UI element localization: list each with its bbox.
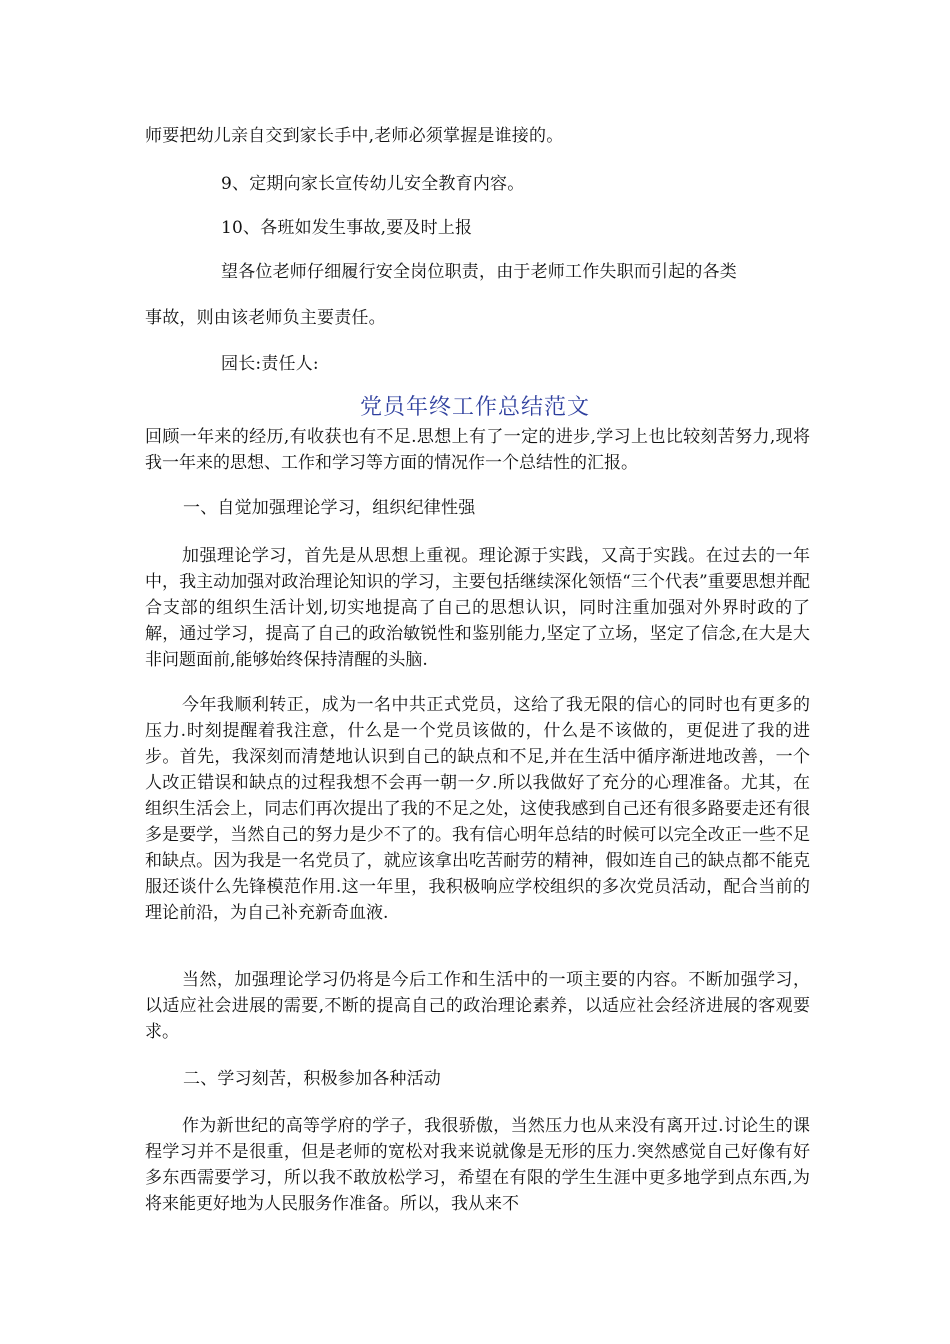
article-title: 党员年终工作总结范文 xyxy=(359,395,590,420)
list-item-9: 9、定期向家长宣传幼儿安全教育内容。 xyxy=(221,174,525,194)
paragraph-theory-study: 加强理论学习，首先是从思想上重视。理论源于实践，又高于实践。在过去的一年中，我主动加强对政治理论知识的学习，主要包括继续深化领悟“三个代表”重要思想并配合支部的组织生活计划,切实地提高了自己的思想认识，同时注重加强对外界时政的了解，通过学习，提高了自己的政治敏锐性和鉴别能力,坚定了立场，坚定了信念,在大是大非问题面前,能够始终保持清醒的头脑. xyxy=(145,546,810,670)
list-item-10: 10、各班如发生事故,要及时上报 xyxy=(221,218,473,238)
signature-line: 园长:责任人: xyxy=(221,354,319,374)
closing-statement-line-2: 事故，则由该老师负主要责任。 xyxy=(145,308,386,328)
intro-paragraph: 回顾一年来的经历,有收获也有不足.思想上有了一定的进步,学习上也比较刻苦努力,现将我一年来的思想、工作和学习等方面的情况作一个总结性的汇报。 xyxy=(145,427,810,473)
section-heading-1: 一、自觉加强理论学习，组织纪律性强 xyxy=(183,498,476,518)
paragraph-student-life: 作为新世纪的高等学府的学子，我很骄傲，当然压力也从来没有离开过.讨论生的课程学习并不是很重，但是老师的宽松对我来说就像是无形的压力.突然感觉自己好像有好多东西需要学习，所以我不敢放松学习，希望在有限的学生生涯中更多地学到点东西,为将来能更好地为人民服务作准备。所以，我从来不 xyxy=(145,1116,810,1214)
closing-statement-line-1: 望各位老师仔细履行安全岗位职责，由于老师工作失职而引起的各类 xyxy=(221,262,737,282)
paragraph-membership: 今年我顺利转正，成为一名中共正式党员，这给了我无限的信心的同时也有更多的压力.时刻提醒着我注意，什么是一个党员该做的，什么是不该做的，更促进了我的进步。首先，我深刻而清楚地认识到自己的缺点和不足,并在生活中循序渐进地改善，一个人改正错误和缺点的过程我想不会再一朝一夕.所以我做好了充分的心理准备。尤其，在组织生活会上，同志们再次提出了我的不足之处，这使我感到自己还有很多路要走还有很多是要学，当然自己的努力是少不了的。我有信心明年总结的时候可以完全改正一些不足和缺点。因为我是一名党员了，就应该拿出吃苦耐劳的精神，假如连自己的缺点都不能克服还谈什么先锋模范作用.这一年里，我积极响应学校组织的多次党员活动，配合当前的理论前沿，为自己补充新奇血液. xyxy=(145,695,810,923)
section-heading-2: 二、学习刻苦，积极参加各种活动 xyxy=(183,1069,441,1089)
previous-text-line: 师要把幼儿亲自交到家长手中,老师必须掌握是谁接的。 xyxy=(145,126,564,146)
paragraph-continued-study: 当然，加强理论学习仍将是今后工作和生活中的一项主要的内容。不断加强学习，以适应社会进展的需要,不断的提高自己的政治理论素养，以适应社会经济进展的客观要求。 xyxy=(145,970,810,1042)
